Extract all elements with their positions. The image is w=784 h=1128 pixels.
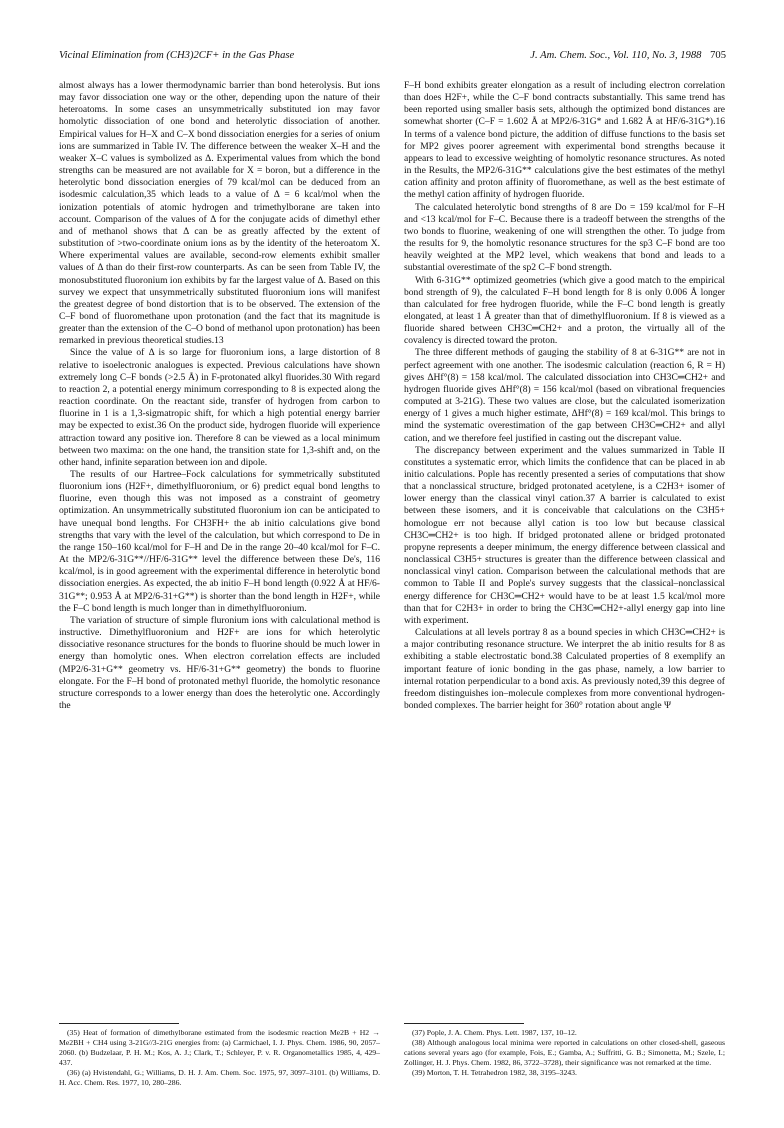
paragraph: The variation of structure of simple fluronium ions with calculational method is instructive. Dimethylfluoronium and H2F+ are ions for which heterolytic dissociative resonance structures for the bonds to fluorine should be much lower in energy than homolytic ones. When electron correlation effects are included (MP2/6-31+G** geometry vs. HF/6-31+G** geometry) the bonds to fluorine elongate. For the F–H bond of protonated methyl fluoride, the homolytic resonance structure corresponds to a lower energy than does the heterolytic one. Accordingly the — [59, 614, 380, 711]
journal-citation — [530, 50, 726, 61]
page-number: 705 — [710, 50, 726, 61]
paragraph: F–H bond exhibits greater elongation as a result of including electron correlation than does H2F+, while the C–F bond contracts substantially. This same trend has been reported using smaller basis sets, although the optimized bond distances are somewhat shorter (C–F = 1.602 Å at MP2/6-31G* and 1.682 Å at HF/6-31G*).16 In terms of a valence bond picture, the addition of diffuse functions to the basis set for MP2 gives poorer agreement with experimental bond strengths because it appears to lead to excessive weighting of homolytic resonance structures. As noted in the Results, the MP2/6-31G** calculations give the best estimates of the methyl cation affinity and proton affinity of fluoromethane, as well as the best estimate of the methyl cation affinity of hydrogen fluoride. — [404, 80, 725, 201]
footnote-divider — [404, 1023, 524, 1024]
paragraph: The calculated heterolytic bond strengths of 8 are Do = 159 kcal/mol for F–H and <13 kcal/mol for F–C. Because there is a tradeoff between the strengths of the two bonds to fluorine, weakening of one will strengthen the other. To judge from the results for 9, the homolytic resonance structures for the sp3 C–F bond are too heavily weighted at the MP2 level, which weakens that bond and leads to a substantial overestimate of the sp2 C–F bond strength. — [404, 201, 725, 274]
paragraph: Since the value of Δ is so large for fluoronium ions, a large distortion of 8 relative to isoelectronic analogues is expected. Previous calculations have shown extremely long C–F bonds (>2.5 Å) in F-protonated alkyl fluorides.30 With regard to reaction 2, a potential energy minimum corresponding to 8 is expected along the reaction coordinate. On the reactant side, transfer of hydrogen from carbon to fluorine in 1 is a 1,3-sigmatropic shift, for which a high potential energy barrier may be expected to exist.36 On the product side, hydrogen fluoride will experience attraction toward any positive ion. Therefore 8 can be viewed as a local minimum between two maxima: on the one hand, the transition state for 1,3-shift and, on the other hand, infinite separation between ion and dipole. — [59, 347, 380, 468]
running-title: Vicinal Elimination from (CH3)2CF+ in the Gas Phase — [59, 50, 295, 61]
right-column — [404, 80, 725, 712]
journal-info: J. Am. Chem. Soc., Vol. 110, No. 3, 1988 — [530, 50, 702, 61]
paragraph: The discrepancy between experiment and the values summarized in Table II constitutes a systematic error, which limits the confidence that can be placed in ab initio calculations. Pople has recently presented a series of computations that show that a nonclassical structure, bridged protonated acetylene, is a C2H3+ isomer of lower energy than the classical vinyl cation.37 A barrier is calculated to exist between these isomers, and it is conceivable that calculations on the C3H5+ homologue err not because allyl cation is too low but because classical CH3C═CH2+ is too high. If bridged protonated allene or bridged protonated propyne represents a deeper minimum, the energy difference between classical and nonclassical C3H5+ structures is greater than the difference between classical and nonclassical vinyl cation. Comparison between the calculational methods that are common to Table II and Pople's survey suggests that the classical–nonclassical energy difference for CH3C═CH2+ would have to be at least 1.5 kcal/mol more than that for C2H3+ in order to bring the CH3C═CH2+-allyl energy gap into line with experiment. — [404, 444, 725, 626]
footnote-divider — [59, 1023, 179, 1024]
footnote: (36) (a) Hvistendahl, G.; Williams, D. H. J. Am. Chem. Soc. 1975, 97, 3097–3101. (b) Williams, D. H. Acc. Chem. Res. 1977, 10, 280–286. — [59, 1067, 380, 1087]
paragraph: The three different methods of gauging the stability of 8 at 6-31G** are not in perfect agreement with one another. The isodesmic calculation (reaction 6, R = H) gives ΔHf°(8) = 158 kcal/mol. The calculated dissociation into CH3C═CH2+ and hydrogen fluoride gives ΔHf°(8) = 156 kcal/mol (based on vibrational frequencies computed at 3-21G). These two values are close, but the calculated isomerization energy of 1 gives a much higher estimate, ΔHf°(8) = 169 kcal/mol. This brings to mind the systematic overestimation of the gap between CH3C═CH2+ and allyl cation, and we therefore feel justified in casting out the discrepant value. — [404, 347, 725, 444]
footnotes-left — [59, 1028, 380, 1087]
paragraph: With 6-31G** optimized geometries (which give a good match to the empirical bond strength of 9), the calculated F–H bond length for 8 is only 0.006 Å longer than calculated for free hydrogen fluoride, while the F–C bond length is greatly elongated, at least 1 Å greater than that of dimethylfluoronium. If 8 is viewed as a fluoride shared between CH3C═CH2+ and a proton, the virtually all of the covalency is directed toward the proton. — [404, 274, 725, 347]
left-column — [59, 80, 380, 712]
footnote: (35) Heat of formation of dimethylborane estimated from the isodesmic reaction Me2B + H2 → Me2BH + CH4 using 3-21G//3-21G energies from: (a) Carmichael, I. J. Phys. Chem. 1986, 90, 2057–2060. (b) Budzelaar, P. H. M.; Kos, A. J.; Clark, T.; Schleyer, P. v. R. Organometallics 1985, 4, 429–437. — [59, 1028, 380, 1067]
running-header — [59, 50, 726, 66]
footnote: (39) Morton, T. H. Tetrahedron 1982, 38, 3195–3243. — [412, 1067, 577, 1077]
paragraph: Calculations at all levels portray 8 as a bound species in which CH3C═CH2+ is a major contributing resonance structure. We interpret the ab initio results for 8 as exhibiting a stable electrostatic bond.38 Calculated properties of 8 exemplify an important feature of ionic bonding in the gas phase, namely, a low barrier to internal rotation perpendicular to a bond axis. As previously noted,39 this degree of freedom distinguishes ion–molecule complexes from more conventional hydrogen-bonded complexes. The barrier height for 360° rotation about angle Ψ — [404, 627, 725, 711]
paragraph: The results of our Hartree–Fock calculations for symmetrically substituted fluoronium ions (H2F+, dimethylfluoronium, or 6) predict equal bond lengths to fluorine, even though this was not imposed as a constraint of geometry optimization. An unsymmetrically substituted fluoronium ion can be anticipated to have unequal bond lengths. For CH3FH+ the ab initio calculations give bond strengths that vary with the level of the calculation, but which correspond to De in the range 150–160 kcal/mol for F–H and De in the range 20–40 kcal/mol for F–C. At the MP2/6-31G**//HF/6-31G** level the difference between these De's, 116 kcal/mol, is in good agreement with the experimental difference in heterolytic bond dissociation energies. As expected, the ab initio F–H bond length (0.922 Å at HF/6-31G**; 0.953 Å at MP2/6-31+G**) is shorter than the bond length in H2F+, while the F–C bond length is much longer than in dimethylfluoronium. — [59, 469, 380, 614]
footnotes-right — [404, 1028, 725, 1078]
footnote: (38) Although analogous local minima were reported in calculations on other closed-shell, gaseous cations several years ago (for example, Fois, E.; Gamba, A.; Suffritti, G. B.; Simonetta, M.; Szele, I.; Zollinger, H. J. Phys. Chem. 1982, 86, 3722–3728), their significance was not remarked at the time. — [404, 1037, 725, 1067]
footnote: (37) Pople, J. A. Chem. Phys. Lett. 1987, 137, 10–12. — [412, 1028, 577, 1037]
paragraph: almost always has a lower thermodynamic barrier than bond heterolysis. But ions may favor dissociation one way or the other, depending upon the nature of their heteroatoms. In some cases an unsymmetrically substituted ion may favor homolytic dissociation of one bond and heterolytic dissociation of another. Empirical values for H–X and C–X bond dissociation energies for a series of onium ions are summarized in Table IV. The difference between the weaker X–H and the weaker X–C values is symbolized as Δ. Experimental values from which the bond strengths can be measured are not available for X = boron, but a difference in the heterolytic bond dissociation energies of 79 kcal/mol can be deduced from an isodesmic calculation,35 which leads to a value of Δ = 6 kcal/mol when the ionization potentials of atomic hydrogen and trimethylborane are taken into account. Comparison of the values of Δ for the conjugate acids of dimethyl ether and of methanol shows that Δ can be as greatly affected by the extent of substitution of >two-coordinate onium ions as by the identity of the heteroatom X. Where experimental values are available, second-row elements exhibit smaller values of Δ than do their first-row counterparts. As can be seen from Table IV, the monosubstituted fluoronium ion exhibits by far the largest value of Δ. Based on this survey we expect that unsymmetrically substituted fluoronium ions will manifest the greatest degree of bond distortion that is to be observed. The extension of the C–F bond of fluoromethane upon protonation (and the fact that its magnitude is greater than the extension of the C–O bond of methanol upon protonation) has been remarked in previous theoretical studies.13 — [59, 80, 380, 347]
